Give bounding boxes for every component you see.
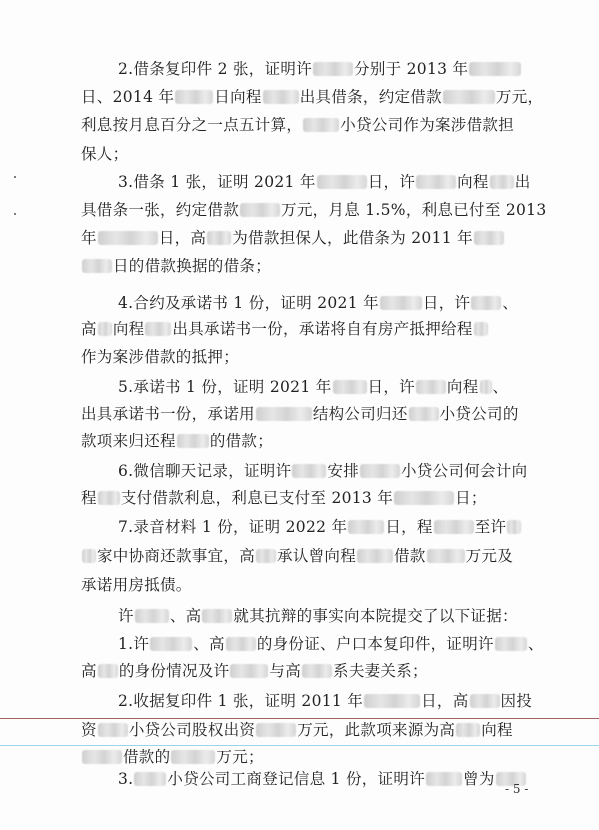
text-segment: 7.录音材料 1 份，证明 2022 年 [118,518,348,536]
redacted-text [416,175,456,189]
document-line [118,605,518,627]
redacted-text [456,723,480,737]
redacted-text [360,464,400,478]
redacted-text [98,491,120,505]
redacted-text [434,520,474,534]
margin-dot [14,213,16,215]
text-segment: 系夫妻关系； [333,662,428,680]
redacted-text [240,203,280,217]
text-segment: 的身份情况及许 [118,662,230,680]
redacted-text [177,434,209,448]
text-segment: 万元，此款项来源为高 [297,721,456,739]
redacted-text [471,296,501,310]
text-segment: 日，程 [385,518,433,536]
text-segment: 结构公司归还 [312,405,408,423]
document-line [81,227,505,249]
redacted-text [474,231,504,245]
text-segment: 借款的 [123,748,171,766]
document-line [118,376,508,398]
document-line [118,633,544,655]
text-segment: 1.许 [118,635,150,653]
redacted-text [409,407,439,421]
redacted-text [416,380,446,394]
redacted-text [469,62,521,76]
margin-dot [14,176,16,178]
document-line [81,318,489,340]
redacted-text [150,637,192,651]
text-segment: 、 [527,635,544,653]
redacted-text [507,520,521,534]
page-rule-red [0,718,599,719]
text-segment: 万元及 [465,547,514,565]
redacted-text [490,175,514,189]
document-line [81,487,487,509]
redacted-text [256,407,312,421]
text-segment: 、高 [193,635,225,653]
text-segment: 日，许 [367,173,416,191]
redacted-text [474,322,488,336]
text-segment: 日，许 [367,378,415,396]
text-segment: 支付借款利息，利息已支付至 2013 年 [120,489,394,507]
document-line [81,545,513,567]
text-segment: 日的借款换据的借条； [113,257,272,275]
text-segment: 为借款担保人，此借条为 2011 年 [232,229,473,247]
redacted-text [427,549,465,563]
text-segment: 日； [455,489,487,507]
redacted-text [317,175,367,189]
document-line [118,292,518,314]
text-segment: 高 [81,320,97,338]
redacted-text [202,609,232,623]
redacted-text [380,296,422,310]
document-line [81,660,428,682]
redacted-text [98,231,158,245]
redacted-text [82,549,96,563]
redacted-text [303,118,339,132]
document-line [81,199,547,221]
text-segment: 与高 [269,662,302,680]
redacted-text [171,750,215,764]
redacted-text [226,637,256,651]
text-segment: 日，许 [422,294,471,312]
document-line [118,460,527,482]
text-segment: 保人； [81,145,129,163]
text-segment: 因投 [500,692,533,710]
document-line [81,719,513,741]
text-segment: 出 [514,173,531,191]
text-segment: 具借条一张，约定借款 [81,201,240,219]
text-segment: 出具承诺书一份，承诺用 [81,405,255,423]
text-segment: 承认曾向程 [277,547,357,565]
redacted-text [207,231,231,245]
text-segment: 家中协商还款事宜，高 [97,547,256,565]
text-segment: 3.借条 1 张，证明 2021 年 [118,173,316,191]
text-segment: 日，高 [421,692,469,710]
text-segment: 向程 [481,721,513,739]
text-segment: 向程 [112,320,145,338]
text-segment: 年 [81,229,97,247]
redacted-text [348,520,384,534]
document-line [81,86,543,108]
document-line [118,58,522,80]
text-segment: 小贷公司工商登记信息 1 份，证明许 [167,770,426,788]
document-line [81,255,271,277]
redacted-text [302,664,332,678]
text-segment: 出具承诺书一份，承诺将自有房产抵押给程 [172,320,473,338]
redacted-text [443,90,495,104]
text-segment: 承诺用房抵债。 [81,576,192,594]
document-line [118,690,532,712]
redacted-text [230,664,268,678]
text-segment: 就其抗辩的事实向本院提交了以下证据： [233,607,518,625]
redacted-text [175,90,213,104]
text-segment: 分别于 2013 年 [354,60,469,78]
text-segment: 安排 [327,462,359,480]
text-segment: 的身份证、户口本复印件，证明许 [256,635,494,653]
text-segment: 日，高 [158,229,207,247]
redacted-text [263,90,299,104]
redacted-text [135,609,169,623]
redacted-text [333,380,367,394]
redacted-text [145,322,171,336]
text-segment: 3. [118,770,134,788]
text-segment: 利息按月息百分之一点五计算， [81,116,303,134]
redacted-text [98,322,112,336]
redacted-text [256,549,276,563]
text-segment: 资 [81,721,97,739]
text-segment: 作为案涉借款的抵押； [81,348,240,366]
text-segment: 向程 [457,173,489,191]
text-segment: 小贷公司何会计向 [401,462,528,480]
document-line [81,143,128,165]
redacted-text [394,491,454,505]
document-line [81,430,273,452]
text-segment: 曾为 [463,770,495,788]
document-line [81,346,239,368]
redacted-text [82,259,112,273]
text-segment: 万元； [216,748,264,766]
text-segment: 4.合约及承诺书 1 份，证明 2021 年 [118,294,379,312]
text-segment: 、 [502,294,519,312]
document-line [81,574,192,596]
redacted-text [313,62,353,76]
redacted-text [134,772,166,786]
document-line [118,768,527,790]
redacted-text [256,723,296,737]
text-segment: 5.承诺书 1 份，证明 2021 年 [118,378,332,396]
redacted-text [495,637,527,651]
text-segment: 至许 [474,518,507,536]
text-segment: 、 [492,378,509,396]
text-segment: 出具借条，约定借款 [299,88,442,106]
text-segment: 高 [81,662,97,680]
text-segment: 小贷公司股权出资 [128,721,256,739]
text-segment: 程 [81,489,97,507]
text-segment: 2.借条复印件 2 张，证明许 [118,60,313,78]
text-segment: 6.微信聊天记录，证明许 [118,462,292,480]
redacted-text [82,750,122,764]
redacted-text [426,772,462,786]
text-segment: 的借款； [209,432,274,450]
redacted-text [292,464,326,478]
redacted-text [480,380,492,394]
page-rule-blue [0,745,599,746]
document-line [118,171,531,193]
text-segment: 借款 [394,547,426,565]
redacted-text [470,694,500,708]
text-segment: 款项来归还程 [81,432,176,450]
text-segment: 向程 [446,378,479,396]
text-segment: 万元， [495,88,544,106]
text-segment: 万元，月息 1.5%，利息已付至 2013 [281,201,547,219]
text-segment: 、高 [169,607,202,625]
redacted-text [364,694,420,708]
document-line [118,516,522,538]
text-segment: 日、2014 年 [81,88,175,106]
text-segment: 小贷公司作为案涉借款担 [340,116,515,134]
document-line [81,403,519,425]
redacted-text [98,723,128,737]
document-line [81,114,514,136]
text-segment: 许 [118,607,134,625]
text-segment: 2.收据复印件 1 张，证明 2011 年 [118,692,364,710]
redacted-text [357,549,393,563]
redacted-text [98,664,118,678]
text-segment: 日向程 [214,88,262,106]
document-line [81,746,264,768]
page-number: - 5 - [505,782,529,796]
text-segment: 小贷公司的 [439,405,519,423]
